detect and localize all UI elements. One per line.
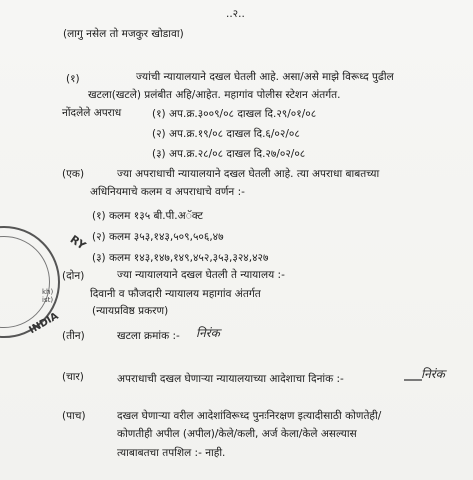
seal-text-bottom: INDIA xyxy=(27,310,61,337)
section-ek-item-3: (३) कलम १४३,१४७,१४९,४५२,३५३,३२४,४२७ xyxy=(92,252,269,264)
order-date-value: निरंक xyxy=(421,367,445,381)
section-ek-number: (एक) xyxy=(62,168,85,180)
section-1-number: (१) xyxy=(66,73,80,85)
section-pach-number: (पाच) xyxy=(62,410,86,422)
section-ek-item-1: (१) कलम १३५ बी.पी.अॅक्ट xyxy=(92,210,203,222)
section-don-number: (दोन) xyxy=(62,270,85,282)
seal-text-top: RY xyxy=(67,232,89,253)
section-don-line-3: (न्यायप्रविष्ठ प्रकरण) xyxy=(92,305,169,317)
seal-text-mid: kh) ist) xyxy=(42,288,54,304)
case-number-label: खटला क्रमांक :- xyxy=(117,330,180,342)
case-number-value: निरंक xyxy=(196,326,220,340)
section-pach-line-3: त्याबाबतचा तपशिल :- नाही. xyxy=(117,447,226,459)
page-number: ..२.. xyxy=(226,8,245,20)
section-don-line-2: दिवानी व फौजदारी न्यायालय महागांव अंतर्गत xyxy=(90,288,261,300)
registered-offences-label: नोंदलेले अपराध xyxy=(62,107,122,119)
section-pach-line-2: कोणतीही अपील (अपील)/केले/कली, अर्ज केला/केले असल्यास xyxy=(117,428,357,440)
section-ek-line-2: अधिनियमाचे कलम व अपराधाचे वर्णन :- xyxy=(90,186,245,198)
section-ek-item-2: (२) कलम ३५३,१४३,५०९,५०६,४७ xyxy=(92,231,224,243)
section-1-line-2: खटला(खटले) प्रलंबीत अहि/आहेत. महागांव पोलीस स्टेशन अंतर्गत. xyxy=(88,89,341,101)
registered-offence-2: (२) अप.क्र.१९/०८ दाखल दि.६/०२/०८ xyxy=(152,128,300,140)
section-teen-number: (तीन) xyxy=(62,330,85,342)
section-char-number: (चार) xyxy=(62,371,84,383)
section-ek-line-1: ज्या अपराधाची न्यायालयाने दखल घेतली आहे. त्या अपराधा बाबतच्या xyxy=(117,168,380,180)
section-1-line-1: ज्यांची न्यायालयाने दखल घेतली आहे. असा/असे माझे विरूध्द पुढील xyxy=(136,71,394,83)
official-seal-inner-ring xyxy=(0,236,50,328)
registered-offence-1: (१) अप.क्र.३००९/०८ दाखल दि.२९/०१/०८ xyxy=(152,108,317,120)
section-pach-line-1: दखल घेणाऱ्या वरील आदेशांविरूध्द पुनःनिरक्षण इत्यादीसाठी कोणतेही/ xyxy=(117,410,382,422)
instruction-note: (लागु नसेल तो मजकुर खोडावा) xyxy=(63,28,184,40)
registered-offence-3: (३) अप.क्र.२८/०८ दाखल दि.२७/०२/०८ xyxy=(152,148,306,160)
section-don-line-1: ज्या न्यायालयाने दखल घेतली ते न्यायालय :- xyxy=(117,269,285,281)
order-date-label: अपराधाची दखल घेणाऱ्या न्यायालयाच्या आदेशाचा दिनांक :- xyxy=(117,373,344,385)
